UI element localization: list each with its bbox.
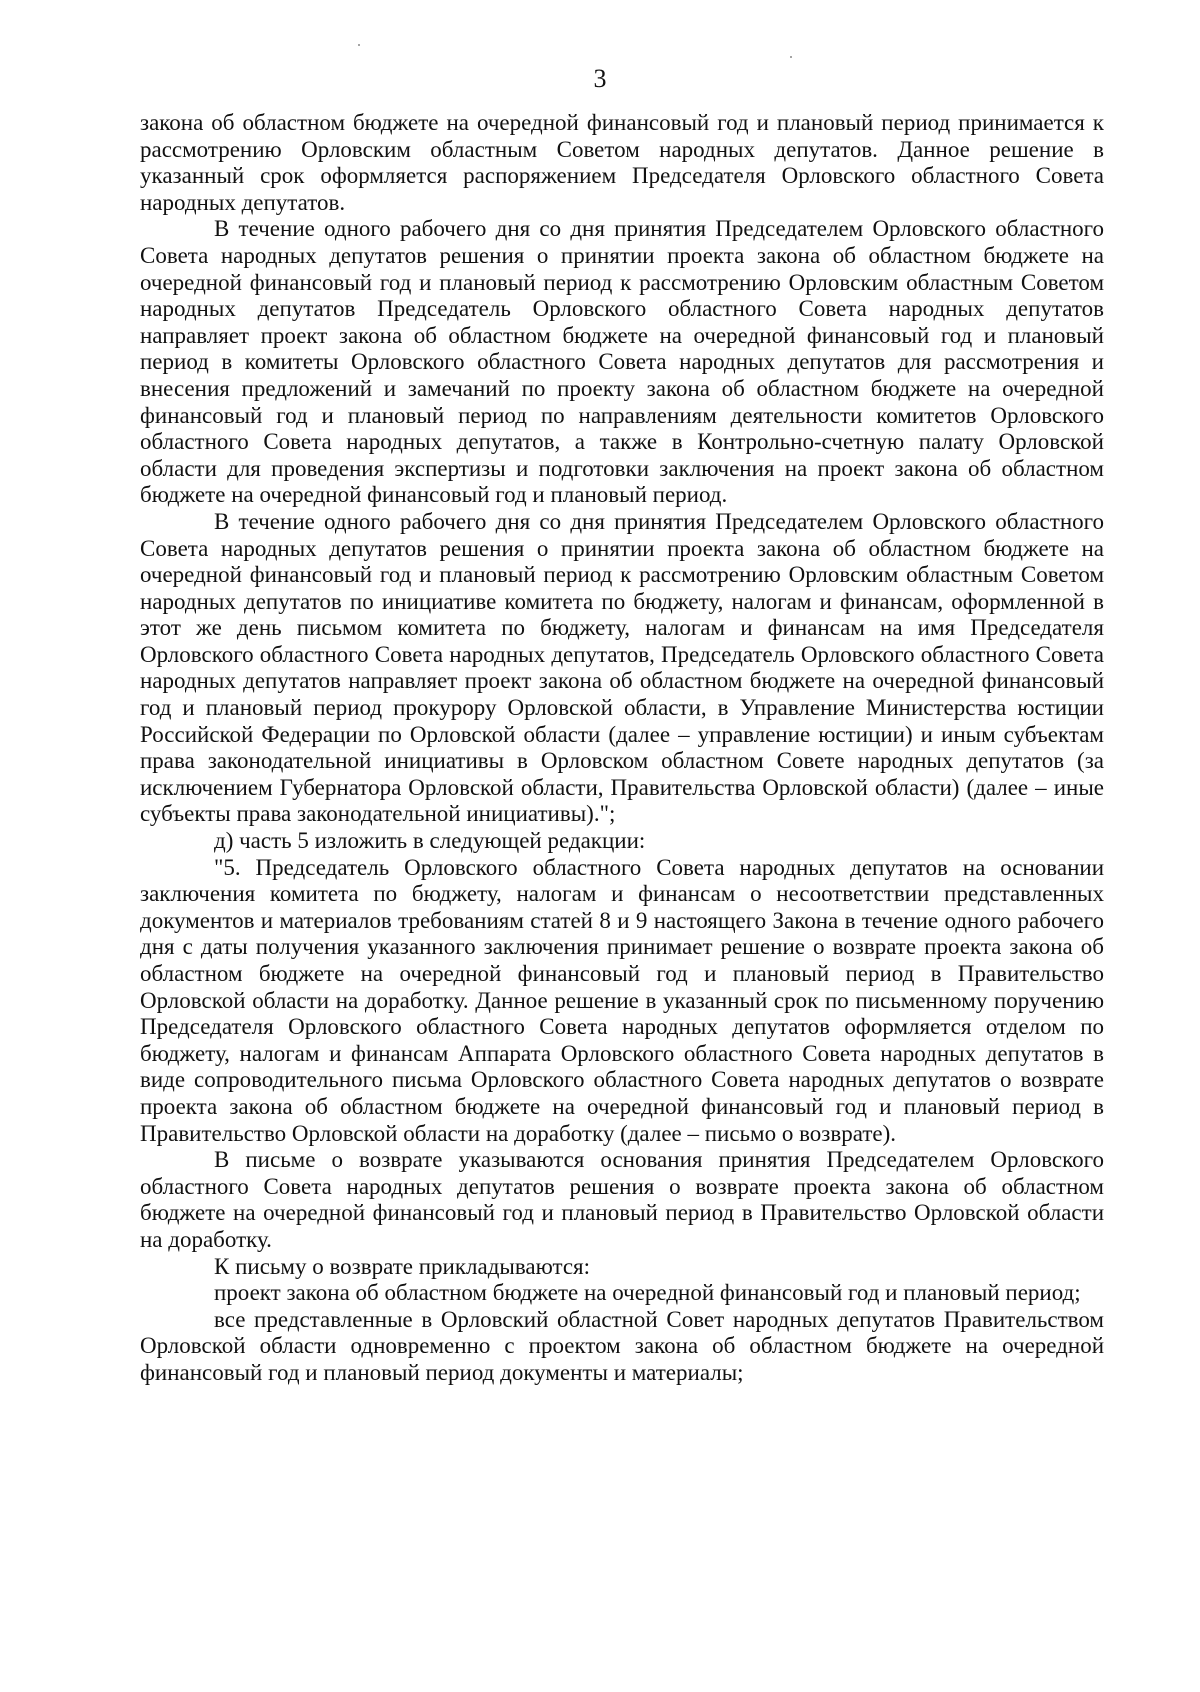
list-item-draft-law: проект закона об областном бюджете на очередной финансовый год и плановый период; — [214, 1280, 1081, 1306]
paragraph-amendment-d: д) часть 5 изложить в следующей редакции: — [214, 828, 646, 854]
list-item-documents: все представленные в Орловский областной Совет народных депутатов Правительством Орловской области одновременно с проектом закона об областном бюджете на очередной финансовый год и плановый период документы и материалы; — [140, 1306, 1104, 1385]
paragraph-committees-referral: В течение одного рабочего дня со дня принятия Председателем Орловского областного Совета народных депутатов решения о принятии проекта закона об областном бюджете на очередной финансовый год и плановый период к рассмотрению Орловским областным Советом народных депутатов Председатель Орловского областного Совета народных депутатов направляет проект закона об областном бюджете на очередной финансовый год и плановый период в комитеты Орловского областного Совета народных депутатов для рассмотрения и внесения предложений и замечаний по проекту закона об областном бюджете на очередной финансовый год и плановый период по направлениям деятельности комитетов Орловского областного Совета народных депутатов, а также в Контрольно-счетную палату Орловской области для проведения экспертизы и подготовки заключения на проект закона об областном бюджете на очередной финансовый год и плановый период. — [140, 216, 1104, 508]
document-body — [140, 110, 1104, 1387]
paragraph-prosecutor-referral: В течение одного рабочего дня со дня принятия Председателем Орловского областного Совета народных депутатов решения о принятии проекта закона об областном бюджете на очередной финансовый год и плановый период к рассмотрению Орловским областным Советом народных депутатов по инициативе комитета по бюджету, налогам и финансам, оформленной в этот же день письмом комитета по бюджету, налогам и финансам на имя Председателя Орловского областного Совета народных депутатов, Председатель Орловского областного Совета народных депутатов направляет проект закона об областном бюджете на очередной финансовый год и плановый период прокурору Орловской области, в Управление Министерства юстиции Российской Федерации по Орловской области (далее – управление юстиции) и иным субъектам права законодательной инициативы в Орловском областном Совете народных депутатов (за исключением Губернатора Орловской области, Правительства Орловской области) (далее – иные субъекты права законодательной инициативы)."; — [140, 508, 1104, 827]
scan-speck-mark — [358, 44, 360, 46]
paragraph-attachments-intro: К письму о возврате прикладываются: — [214, 1253, 591, 1279]
paragraph-part-5: "5. Председатель Орловского областного Совета народных депутатов на основании заключения комитета по бюджету, налогам и финансам о несоответствии представленных документов и материалов требованиям статей 8 и 9 настоящего Закона в течение одного рабочего дня с даты получения указанного заключения принимает решение о возврате проекта закона об областном бюджете на очередной финансовый год и плановый период в Правительство Орловской области на доработку. Данное решение в указанный срок по письменному поручению Председателя Орловского областного Совета народных депутатов оформляется отделом по бюджету, налогам и финансам Аппарата Орловского областного Совета народных депутатов в виде сопроводительного письма Орловского областного Совета народных депутатов о возврате проекта закона об областном бюджете на очередной финансовый год и плановый период в Правительство Орловской области на доработку (далее – письмо о возврате). — [140, 854, 1104, 1146]
page-number: 3 — [593, 64, 607, 93]
paragraph-return-letter-grounds: В письме о возврате указываются основания принятия Председателем Орловского областного Совета народных депутатов решения о возврате проекта закона об областном бюджете на очередной финансовый год и плановый период в Правительство Орловской области на доработку. — [140, 1147, 1104, 1252]
scan-speck-mark — [790, 56, 792, 58]
paragraph-continuation: закона об областном бюджете на очередной финансовый год и плановый период принимается к рассмотрению Орловским областным Советом народных депутатов. Данное решение в указанный срок оформляется распоряжением Председателя Орловского областного Совета народных депутатов. — [140, 110, 1104, 215]
